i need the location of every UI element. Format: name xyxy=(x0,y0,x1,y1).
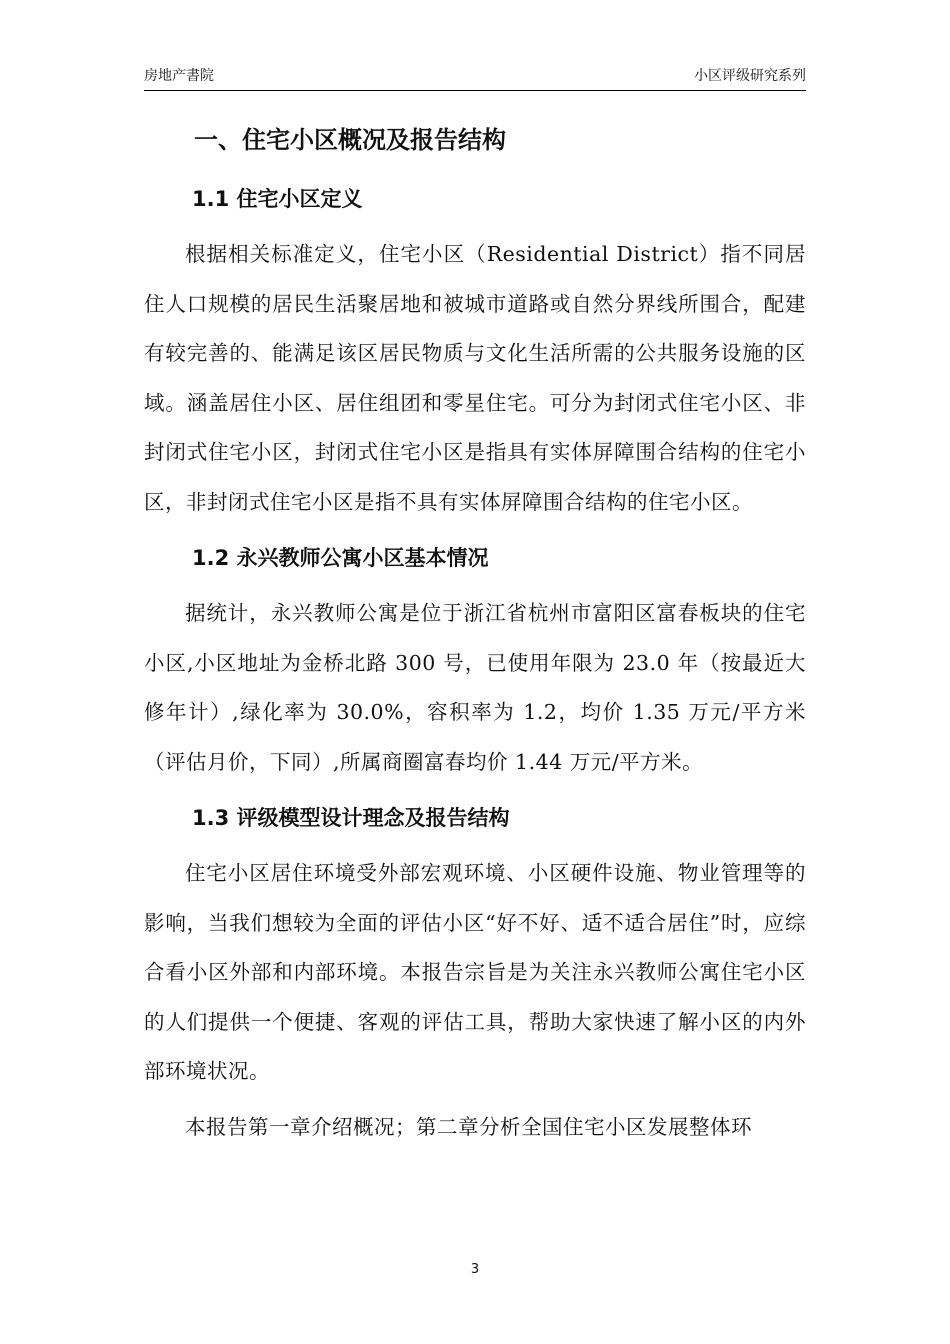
section-1-3-paragraph-1: 住宅小区居住环境受外部宏观环境、小区硬件设施、物业管理等的影响，当我们想较为全面的评估小区“好不好、适不适合居住”时，应综合看小区外部和内部环境。本报告宗旨是为关注永兴教师公寓住宅小区的人们提供一个便捷、客观的评估工具，帮助大家快速了解小区的内外部环境状况。 xyxy=(144,861,806,1083)
section-1-2-title: 1.2 永兴教师公寓小区基本情况 xyxy=(192,546,489,570)
section-1-3-paragraph-2: 本报告第一章介绍概况；第二章分析全国住宅小区发展整体环 xyxy=(185,1114,752,1139)
document-body xyxy=(144,112,806,1152)
section-1-3-title: 1.3 评级模型设计理念及报告结构 xyxy=(192,806,510,830)
section-1-2-paragraph: 据统计，永兴教师公寓是位于浙江省杭州市富阳区富春板块的住宅小区,小区地址为金桥北路 300 号，已使用年限为 23.0 年（按最近大修年计）,绿化率为 30.0%，容积率为 1.2，均价 1.35 万元/平方米（评估月价，下同）,所属商圈富春均价 1.44 万元/平方米。 xyxy=(144,601,806,774)
chapter-title: 一、住宅小区概况及报告结构 xyxy=(194,126,506,154)
page-number: 3 xyxy=(470,1262,480,1277)
section-1-1-title: 1.1 住宅小区定义 xyxy=(192,187,363,211)
header-publisher: 房地产書院 xyxy=(144,68,214,84)
page-header xyxy=(144,66,806,91)
section-1-1-paragraph: 根据相关标准定义，住宅小区（Residential District）指不同居住人口规模的居民生活聚居地和被城市道路或自然分界线所围合，配建有较完善的、能满足该区居民物质与文化生活所需的公共服务设施的区域。涵盖居住小区、居住组团和零星住宅。可分为封闭式住宅小区、非封闭式住宅小区，封闭式住宅小区是指具有实体屏障围合结构的住宅小区，非封闭式住宅小区是指不具有实体屏障围合结构的住宅小区。 xyxy=(144,242,806,514)
header-series-title: 小区评级研究系列 xyxy=(694,68,806,84)
